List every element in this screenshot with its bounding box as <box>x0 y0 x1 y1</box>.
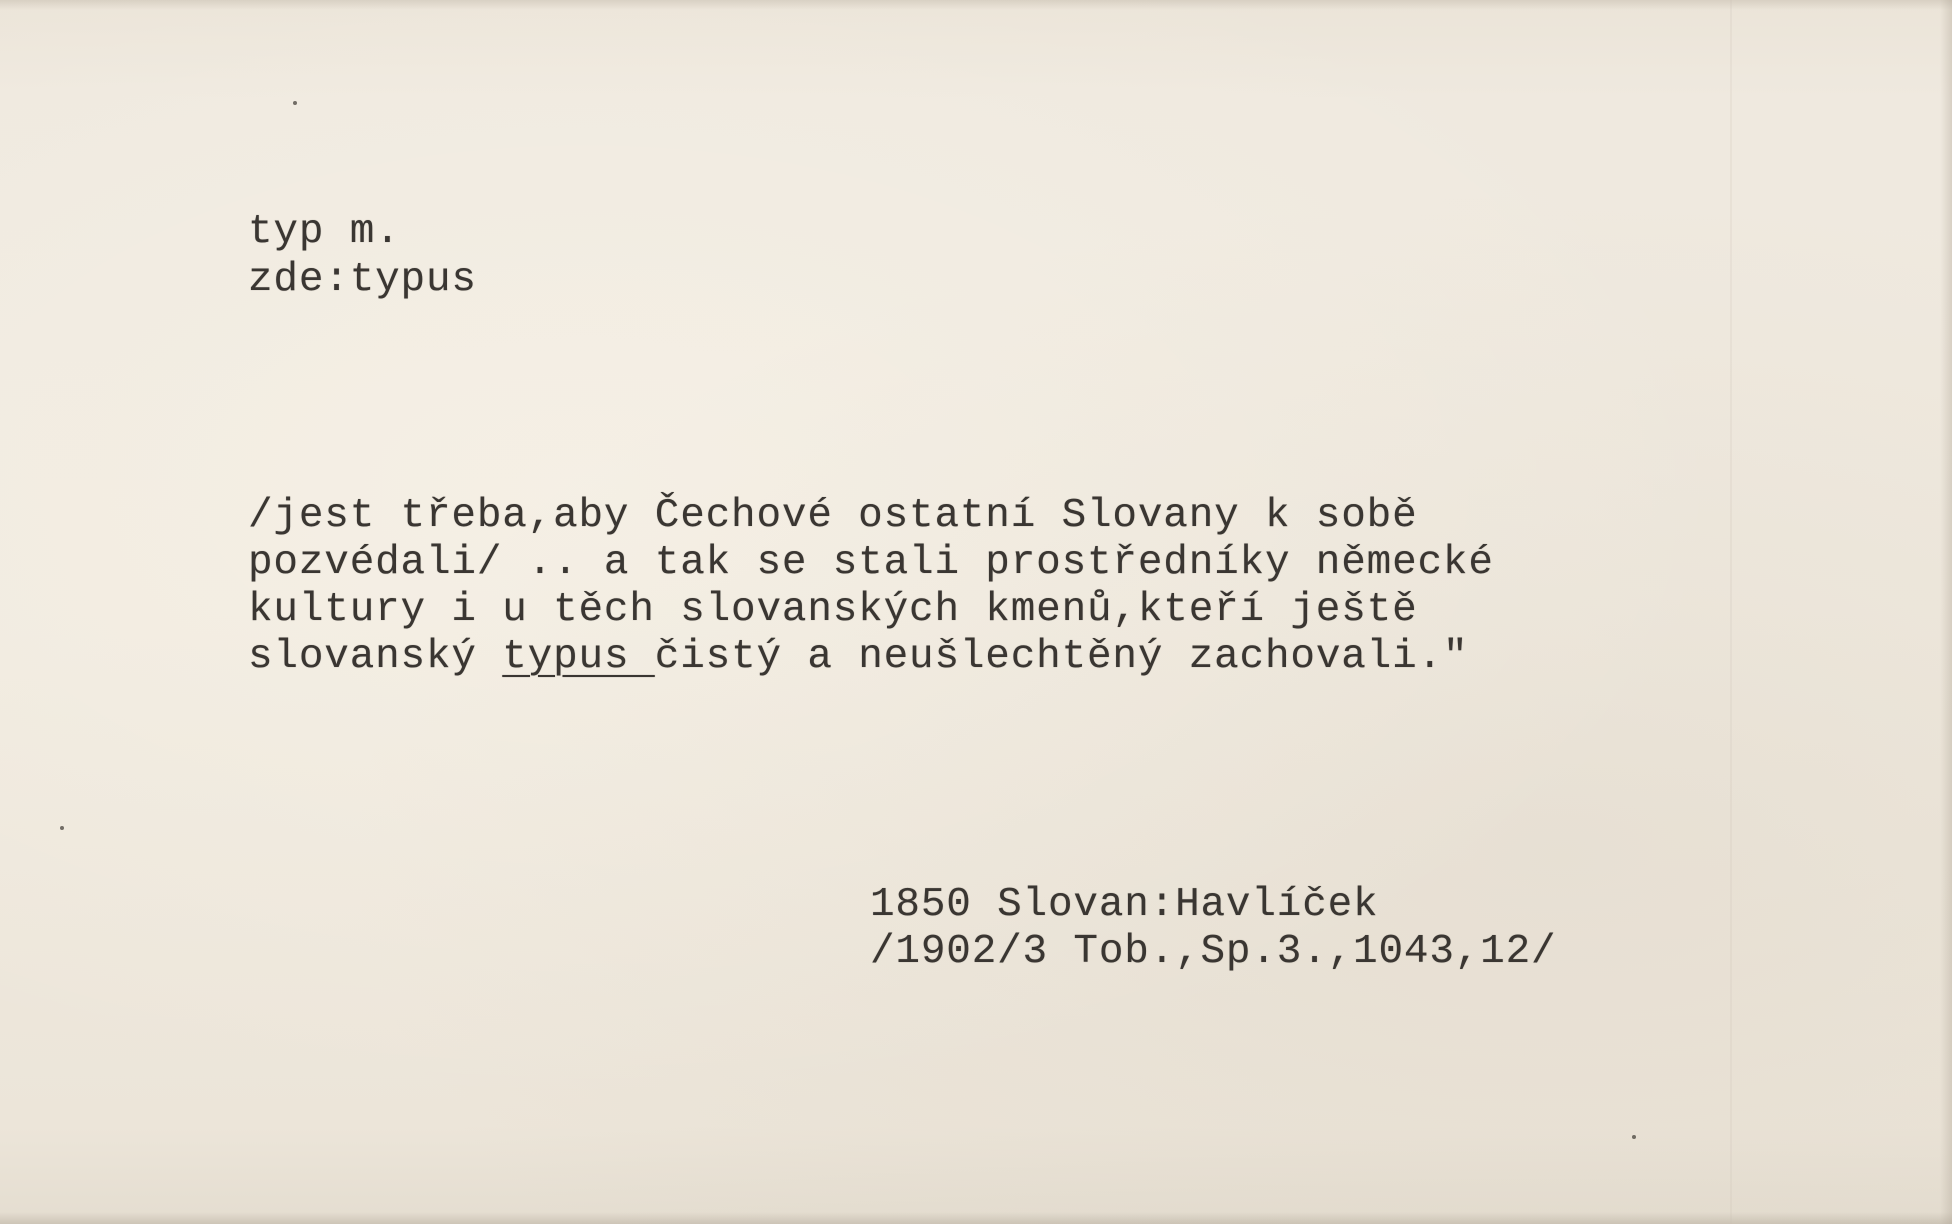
quote-line-3: kultury i u těch slovanských kmenů,kteří ještě <box>248 587 1418 633</box>
gloss-value: typus <box>349 257 477 303</box>
headword-block <box>248 208 477 304</box>
quote-line-1: /jest třeba,aby Čechové ostatní Slovany k sobě <box>248 493 1418 539</box>
quotation-block <box>248 493 1494 681</box>
ink-speck <box>60 826 64 830</box>
citation-line-1: 1850 Slovan:Havlíček <box>870 882 1379 928</box>
card-right-edge <box>1940 0 1952 1224</box>
ink-speck <box>293 101 297 105</box>
underlined-keyword: typus <box>502 634 655 680</box>
quote-line-4-start: slovanský <box>248 634 503 680</box>
quote-line-4-end: čistý a neušlechtěný zachovali." <box>654 634 1469 680</box>
ink-speck <box>1632 1135 1636 1139</box>
quote-line-2: pozvédali/ .. a tak se stali prostředníky německé <box>248 540 1494 586</box>
source-citation <box>870 882 1556 976</box>
card-bottom-edge <box>0 1212 1952 1224</box>
gloss-label: zde: <box>248 257 350 303</box>
citation-line-2: /1902/3 Tob.,Sp.3.,1043,12/ <box>870 929 1557 975</box>
card-fold-line <box>1730 0 1732 1224</box>
headword-line: typ m. <box>248 209 401 255</box>
card-top-edge <box>0 0 1952 10</box>
